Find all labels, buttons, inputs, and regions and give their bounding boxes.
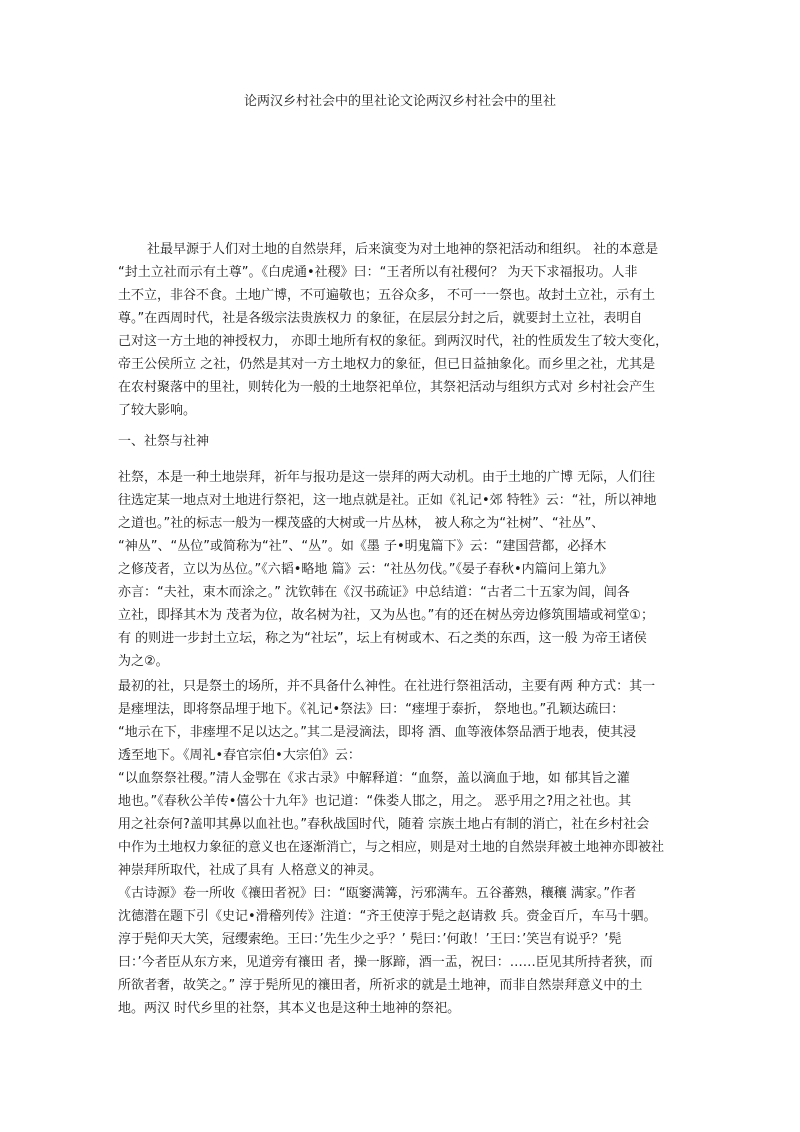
text-line: 最初的社，只是祭土的场所，并不具备什么神性。在社进行祭祖活动，主要有两 种方式：其一 <box>118 679 656 694</box>
text-line: 透至地下。《周礼•春官宗伯•大宗伯》云： <box>118 748 361 763</box>
text-line: 己对这一方土地的神授权力， 亦即土地所有权的象征。到两汉时代，社的性质发生了较大变化， <box>118 334 669 349</box>
text-line: 为之②。 <box>118 654 169 669</box>
text-line: 之修茂者，立以为丛位。”《六韬•略地 篇》云：“社丛勿伐。”《晏子春秋•内篇问上第九》 <box>118 562 613 577</box>
text-line: 地。两汉 时代乡里的社祭，其本义也是这种土地神的祭祀。 <box>118 1001 461 1016</box>
text-line: 神崇拜所取代，社成了具有 人格意义的神灵。 <box>118 863 383 878</box>
text-line: 亦言：“夫社，束木而涂之。” 沈钦韩在《汉书疏证》中总结道：“古者二十五家为闾，闾各 <box>118 585 630 600</box>
section-heading: 一、社祭与社神 <box>118 434 210 449</box>
document-title: 论两汉乡村社会中的里社论文论两汉乡村社会中的里社 <box>243 94 556 109</box>
text-line: 用之社奈何?盖叩其鼻以血社也。”春秋战国时代，随着 宗族土地占有制的消亡，社在乡村社会 <box>118 817 650 832</box>
text-line: 之道也。”社的标志一般为一棵茂盛的大树或一片丛林， 被人称之为“社树”、“社丛”、 <box>118 516 605 531</box>
text-line: 土不立，非谷不食。土地广博，不可遍敬也；五谷众多， 不可一一祭也。故封土立社，示有土 <box>118 288 656 303</box>
text-line: 曰：’今者臣从东方来，见道旁有禳田 者，操一豚蹄，酒一盂，祝曰：……臣见其所持者狭，而 <box>118 955 653 970</box>
text-line: 所欲者奢，故笑之。” 淳于髡所见的禳田者，所祈求的就是土地神，而非自然崇拜意义中的土 <box>118 978 643 993</box>
text-line: 有 的则进一步封土立坛，称之为“社坛”，坛上有树或木、石之类的东西，这一般 为帝王诸侯 <box>118 631 647 646</box>
text-line: 社祭，本是一种土地崇拜，祈年与报功是这一崇拜的两大动机。由于土地的广博 无际，人们往 <box>118 470 656 485</box>
text-line: 立社，即择其木为 茂者为位，故名树为社，又为丛也。”有的还在树丛旁边修筑围墙或祠堂①； <box>118 608 655 623</box>
text-line: “地示在下，非瘗埋不足以达之。”其二是浸滴法，即将 酒、血等液体祭品洒于地表，使其浸 <box>118 725 637 740</box>
text-line: 了较大影响。 <box>118 403 197 418</box>
text-line: “以血祭祭社稷。”清人金鄂在《求古录》中解释道：“血祭，盖以滴血于地，如 郁其旨之灌 <box>118 771 630 786</box>
text-line: 尊。”在西周时代，社是各级宗法贵族权力 的象征，在层层分封之后，就要封土立社，表明自 <box>118 311 643 326</box>
text-line: 在农村聚落中的里社，则转化为一般的土地祭祀单位，其祭祀活动与组织方式对 乡村社会产生 <box>118 380 656 395</box>
paragraph-intro <box>118 238 690 422</box>
text-line: 社最早源于人们对土地的自然崇拜，后来演变为对土地神的祭祀活动和组织。 社的本意是 <box>147 242 659 257</box>
text-line: 中作为土地权力象征的意义也在逐渐消亡，与之相应，则是对土地的自然崇拜被土地神亦即被社 <box>118 840 665 855</box>
paragraph-sheji <box>118 466 690 673</box>
text-line: 淳于髡仰天大笑，冠缨索绝。王曰：’先生少之乎？’ 髡曰：’何敢！’王曰：’笑岂有说乎？’髡 <box>118 932 622 947</box>
paragraph-gushiyuan <box>118 882 690 1020</box>
text-line: 地也。”《春秋公羊传•僖公十九年》也记道：“侏娄人邯之，用之。 恶乎用之?用之社也。其 <box>118 794 632 809</box>
text-line: 帝王公侯所立 之社，仍然是其对一方土地权力的象征，但已日益抽象化。而乡里之社，尤其是 <box>118 357 656 372</box>
paragraph-early-she <box>118 675 690 882</box>
text-line: 是瘗埋法，即将祭品埋于地下。《礼记•祭法》曰：“瘗埋于泰折， 祭地也。”孔颖达疏曰： <box>118 702 625 717</box>
text-line: 往选定某一地点对土地进行祭祀，这一地点就是社。正如《礼记•郊 特牲》云：“社，所以神地 <box>118 493 657 508</box>
text-line: “封土立社而示有土尊”。《白虎通•社稷》曰：“王者所以有社稷何？ 为天下求福报功。人非 <box>118 265 638 280</box>
text-line: 沈德潜在题下引《史记•滑稽列传》注道：“齐王使淳于髡之赵请救 兵。赍金百斤，车马十驷。 <box>118 909 657 924</box>
text-line: 《古诗源》卷一所收《禳田者祝》曰：“瓯窭满篝，污邪满车。五谷蕃熟，穰穰 满家。”作者 <box>118 886 637 901</box>
text-line: “神丛”、“丛位”或简称为“社”、“丛”。如《墨 子•明鬼篇下》云：“建国营都，必择木 <box>118 539 607 554</box>
